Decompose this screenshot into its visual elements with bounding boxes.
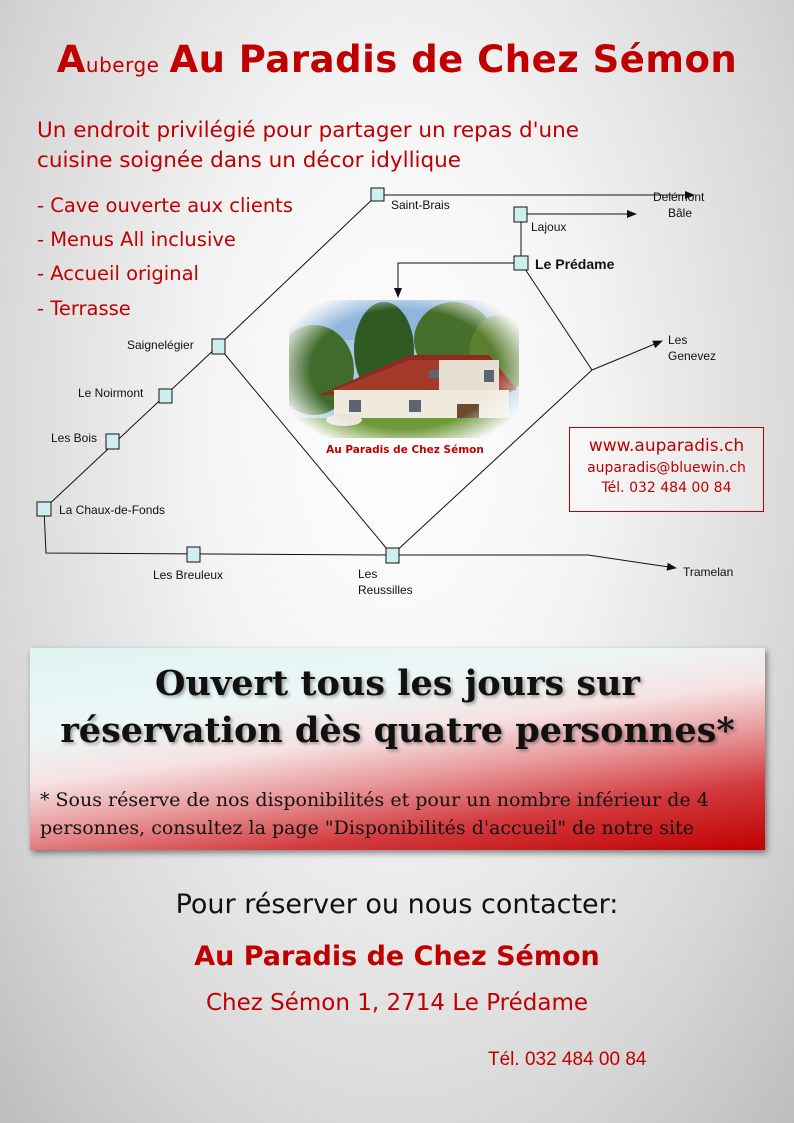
title-initial: A bbox=[56, 38, 86, 81]
banner-note bbox=[40, 786, 760, 842]
station-les-reussilles bbox=[386, 548, 399, 563]
title-main: Au Paradis de Chez Sémon bbox=[169, 38, 738, 81]
email-link[interactable]: auparadis@bluewin.ch bbox=[587, 460, 746, 476]
feature-item: - Terrasse bbox=[37, 297, 131, 320]
banner-note-line-2: personnes, consultez la page "Disponibilités d'accueil" de notre site bbox=[40, 817, 694, 839]
tagline-line-1: Un endroit privilégié pour partager un repas d'une bbox=[37, 118, 579, 143]
label-les-reussilles-2: Reussilles bbox=[358, 583, 413, 597]
banner-note-line-1: * Sous réserve de nos disponibilités et pour un nombre inférieur de 4 bbox=[40, 789, 709, 811]
inn-address: Chez Sémon 1, 2714 Le Prédame bbox=[205, 990, 589, 1016]
label-delemont: Delémont bbox=[653, 190, 705, 204]
inn-photo bbox=[289, 300, 519, 438]
banner-headline bbox=[30, 660, 765, 754]
feature-item: - Cave ouverte aux clients bbox=[37, 194, 293, 217]
label-le-predame: Le Prédame bbox=[535, 256, 615, 272]
label-lajoux: Lajoux bbox=[531, 220, 567, 234]
road-reussilles-tramelan bbox=[392, 555, 676, 568]
feature-item: - Accueil original bbox=[37, 262, 199, 285]
label-les-reussilles-1: Les bbox=[358, 567, 378, 581]
station-le-noirmont bbox=[159, 389, 172, 403]
label-saint-brais: Saint-Brais bbox=[391, 198, 450, 212]
road-genevez-arrow bbox=[592, 341, 662, 370]
station-saint-brais bbox=[371, 188, 384, 201]
contact-phone: Tél. 032 484 00 84 bbox=[601, 480, 732, 496]
label-la-chaux-de-fonds: La Chaux-de-Fonds bbox=[59, 503, 166, 517]
station-le-predame bbox=[514, 256, 528, 270]
inn-name: Au Paradis de Chez Sémon bbox=[194, 941, 600, 972]
road-chauxdefonds-saignelegier bbox=[44, 346, 218, 509]
station-les-bois bbox=[106, 434, 119, 449]
label-les-breuleux: Les Breuleux bbox=[153, 568, 224, 582]
feature-item: - Menus All inclusive bbox=[37, 228, 236, 251]
label-bale: Bâle bbox=[668, 206, 693, 220]
website-link[interactable]: www.auparadis.ch bbox=[588, 436, 745, 456]
reserve-heading: Pour réserver ou nous contacter: bbox=[175, 889, 619, 920]
tagline-line-2: cuisine soignée dans un décor idyllique bbox=[37, 148, 462, 173]
contact-box bbox=[569, 427, 764, 512]
road-predame-photo bbox=[398, 263, 521, 297]
road-predame-genevez bbox=[521, 263, 592, 370]
title-small: uberge bbox=[85, 53, 160, 77]
label-les-genevez-2: Genevez bbox=[668, 349, 717, 363]
footer-phone: Tél. 032 484 00 84 bbox=[488, 1049, 647, 1070]
station-les-breuleux bbox=[187, 547, 200, 562]
label-saignelegier: Saignelégier bbox=[127, 338, 194, 352]
label-le-noirmont: Le Noirmont bbox=[78, 386, 144, 400]
label-tramelan: Tramelan bbox=[683, 565, 734, 579]
station-lajoux bbox=[514, 207, 527, 222]
station-saignelegier bbox=[212, 339, 225, 354]
station-la-chaux-de-fonds bbox=[37, 502, 51, 516]
banner-headline-line-2: réservation dès quatre personnes* bbox=[60, 710, 735, 751]
label-les-bois: Les Bois bbox=[51, 431, 98, 445]
photo-caption: Au Paradis de Chez Sémon bbox=[326, 444, 484, 456]
banner-headline-line-1: Ouvert tous les jours sur bbox=[154, 663, 640, 704]
label-les-genevez-1: Les bbox=[668, 333, 688, 347]
opening-banner bbox=[30, 648, 765, 850]
